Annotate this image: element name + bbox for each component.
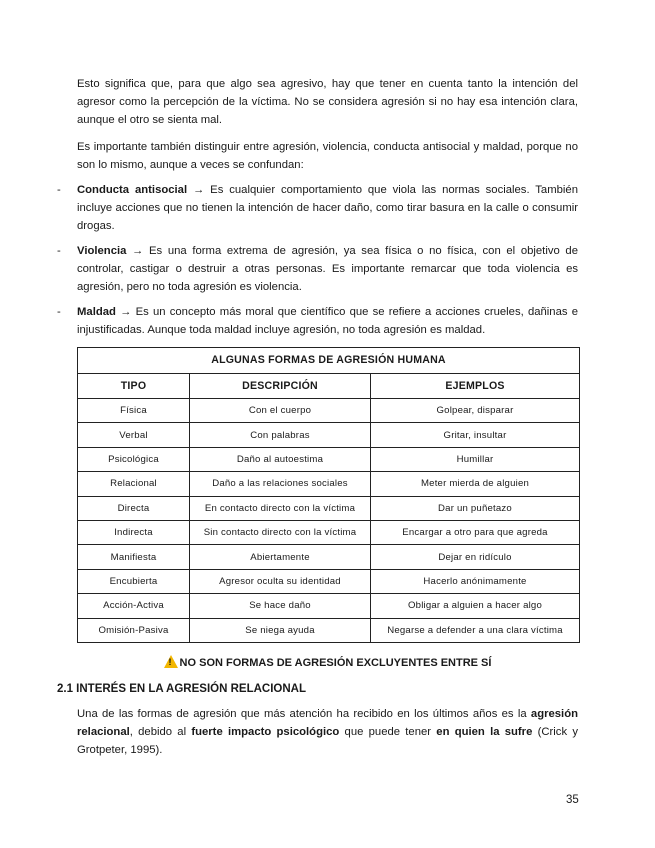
text-segment: Una de las formas de agresión que más atención ha recibido en los últimos años es la: [77, 708, 531, 720]
cell-descripcion: Abiertamente: [190, 545, 371, 569]
aggression-forms-table: [77, 347, 580, 643]
cell-tipo: Directa: [78, 496, 190, 520]
cell-ejemplo: Hacerlo anónimamente: [371, 569, 580, 593]
cell-descripcion: Con el cuerpo: [190, 399, 371, 423]
term-maldad: Maldad: [77, 306, 116, 318]
page-number: 35: [566, 794, 579, 806]
table-row: [78, 618, 580, 642]
definition-violencia: → Es una forma extrema de agresión, ya sea física o no física, con el objetivo de controlar, castigar o destruir a otras personas. Es importante remarcar que toda violencia es agresión, pero no toda agresión es violencia.: [77, 245, 578, 293]
cell-ejemplo: Dar un puñetazo: [371, 496, 580, 520]
text-segment: que puede tener: [339, 726, 437, 738]
table-row: [78, 496, 580, 520]
cell-descripcion: Con palabras: [190, 423, 371, 447]
cell-ejemplo: Humillar: [371, 447, 580, 471]
cell-tipo: Acción-Activa: [78, 594, 190, 618]
bullet-marker: -: [57, 306, 61, 318]
cell-ejemplo: Obligar a alguien a hacer algo: [371, 594, 580, 618]
cell-descripcion: Daño al autoestima: [190, 447, 371, 471]
bullet-antisocial: [77, 181, 578, 235]
term-agresion-relacional: agresión relacional: [77, 708, 578, 738]
cell-ejemplo: Negarse a defender a una clara víctima: [371, 618, 580, 642]
cell-descripcion: Sin contacto directo con la víctima: [190, 520, 371, 544]
cell-tipo: Relacional: [78, 472, 190, 496]
cell-ejemplo: Dejar en ridículo: [371, 545, 580, 569]
section-heading: 2.1 INTERÉS EN LA AGRESIÓN RELACIONAL: [57, 683, 306, 695]
paragraph-distinguish: Es importante también distinguir entre agresión, violencia, conducta antisocial y maldad, porque no son lo mismo, aunque a veces se confundan:: [77, 141, 578, 171]
warning-note: [0, 655, 655, 671]
cell-descripcion: Se niega ayuda: [190, 618, 371, 642]
cell-descripcion: Se hace daño: [190, 594, 371, 618]
cell-descripcion: Agresor oculta su identidad: [190, 569, 371, 593]
table-row: [78, 423, 580, 447]
table-row: [78, 520, 580, 544]
warning-text: NO SON FORMAS DE AGRESIÓN EXCLUYENTES ENTRE SÍ: [179, 657, 492, 669]
term-impacto-psicologico: fuerte impacto psicológico: [191, 726, 340, 738]
table-title: ALGUNAS FORMAS DE AGRESIÓN HUMANA: [78, 348, 580, 374]
cell-tipo: Indirecta: [78, 520, 190, 544]
cell-tipo: Manifiesta: [78, 545, 190, 569]
text-segment: , debido al: [129, 726, 192, 738]
cell-tipo: Encubierta: [78, 569, 190, 593]
column-header-descripcion: DESCRIPCIÓN: [190, 373, 371, 399]
column-header-ejemplos: EJEMPLOS: [371, 373, 580, 399]
table-row: [78, 545, 580, 569]
definition-maldad: → Es un concepto más moral que científico que se refiere a acciones crueles, dañinas e injustificadas. Aunque toda maldad incluye agresión, no toda agresión es maldad.: [77, 306, 578, 336]
definition-antisocial: → Es cualquier comportamiento que viola las normas sociales. También incluye acciones que no tienen la intención de hacer daño, como tirar basura en la calle o consumir drogas.: [77, 184, 578, 232]
bullet-violencia: [77, 242, 578, 296]
cell-ejemplo: Meter mierda de alguien: [371, 472, 580, 496]
column-header-tipo: TIPO: [78, 373, 190, 399]
table-row: [78, 472, 580, 496]
term-antisocial: Conducta antisocial: [77, 184, 188, 196]
cell-tipo: Física: [78, 399, 190, 423]
cell-ejemplo: Gritar, insultar: [371, 423, 580, 447]
cell-ejemplo: Encargar a otro para que agreda: [371, 520, 580, 544]
term-violencia: Violencia: [77, 245, 127, 257]
bullet-maldad: [77, 303, 578, 339]
table-row: [78, 569, 580, 593]
cell-tipo: Verbal: [78, 423, 190, 447]
bullet-marker: -: [57, 245, 61, 257]
cell-ejemplo: Golpear, disparar: [371, 399, 580, 423]
citation: (Crick y Grotpeter, 1995).: [77, 726, 578, 756]
table-row: [78, 594, 580, 618]
paragraph-intention: Esto significa que, para que algo sea agresivo, hay que tener en cuenta tanto la intención del agresor como la percepción de la víctima. No se considera agresión si no hay esa intención clara, aunque el otro se sienta mal.: [77, 78, 578, 126]
cell-tipo: Psicológica: [78, 447, 190, 471]
term-quien-la-sufre: en quien la sufre: [436, 726, 533, 738]
warning-icon: !: [164, 655, 178, 668]
cell-descripcion: Daño a las relaciones sociales: [190, 472, 371, 496]
table-row: [78, 447, 580, 471]
cell-descripcion: En contacto directo con la víctima: [190, 496, 371, 520]
cell-tipo: Omisión-Pasiva: [78, 618, 190, 642]
table-row: [78, 399, 580, 423]
paragraph-relational: [77, 705, 578, 759]
bullet-marker: -: [57, 184, 61, 196]
